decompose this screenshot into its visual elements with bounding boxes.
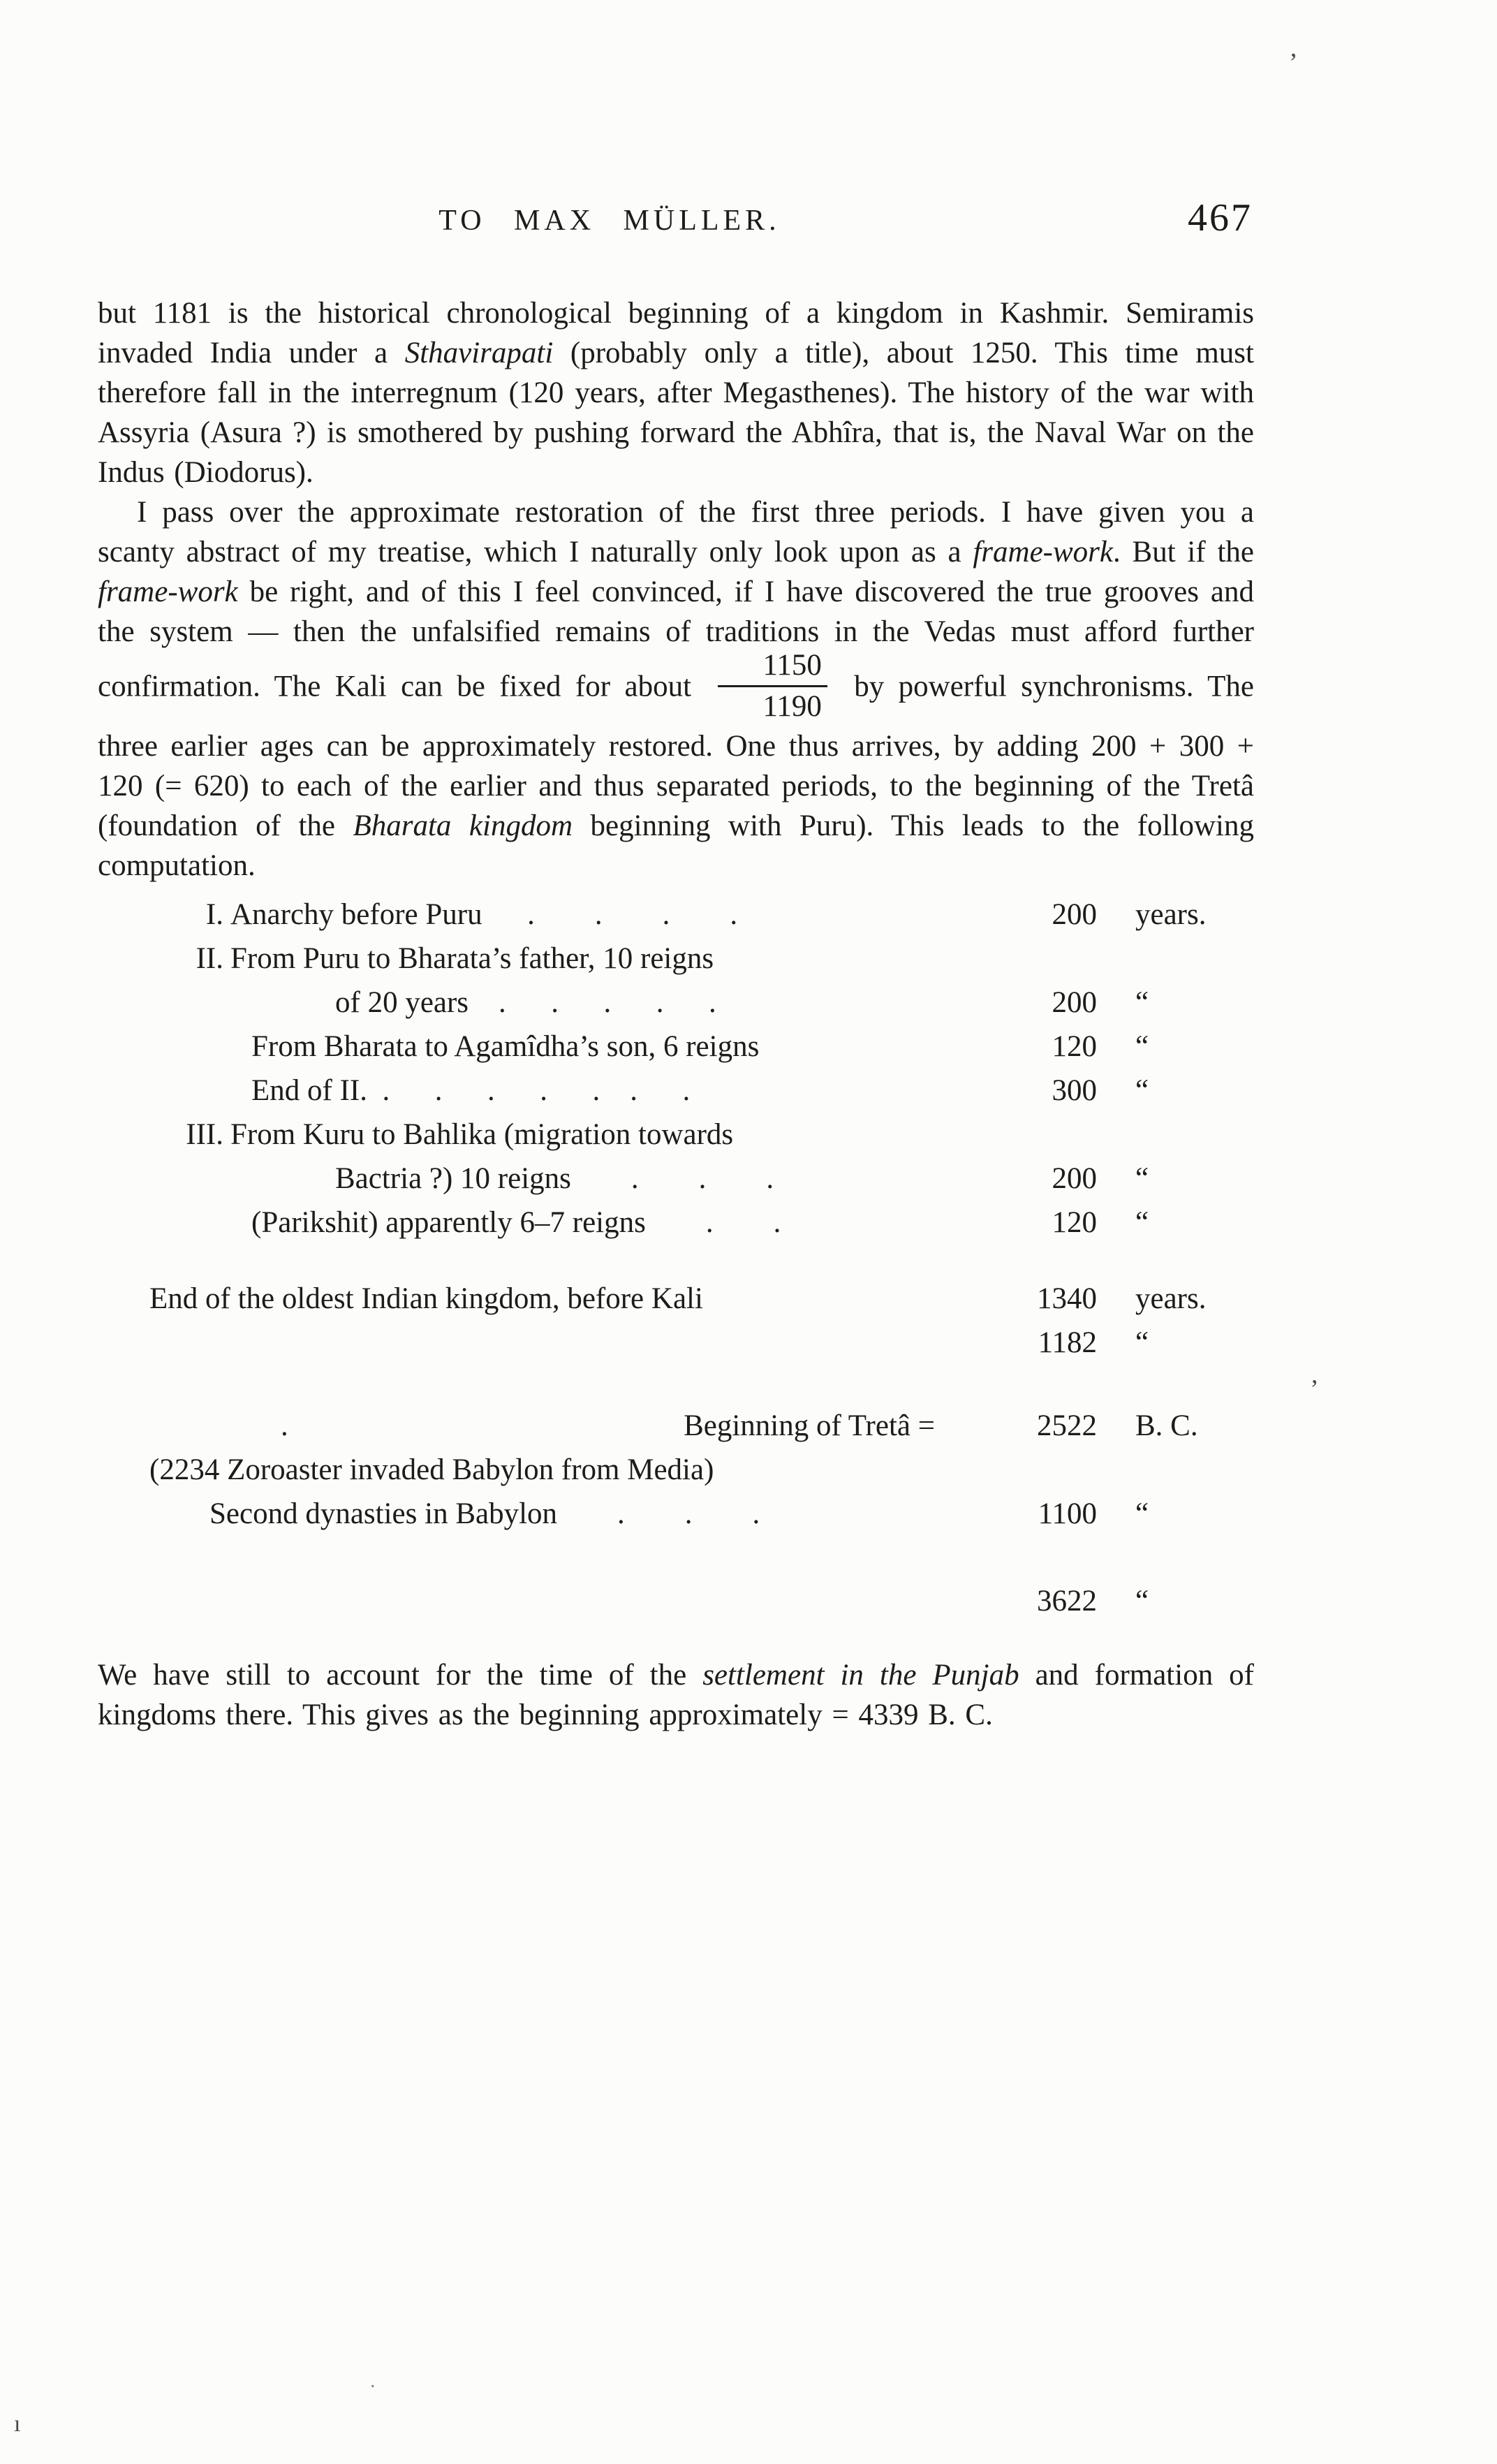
- leader-dots: . . . .: [482, 898, 738, 932]
- row-value: 120: [1052, 1206, 1097, 1240]
- page-header: [98, 196, 1254, 258]
- scan-artifact-dot: .: [370, 2369, 376, 2392]
- leader-dots: . . .: [557, 1497, 760, 1531]
- row-value: 200: [1052, 1162, 1097, 1196]
- treta-row: [98, 1404, 1254, 1448]
- italic-sthavirapati: Sthavirapati: [404, 337, 554, 369]
- stray-period: .: [281, 1409, 288, 1443]
- bc-smallcaps: B. C.: [928, 1699, 993, 1732]
- summary-section: [98, 1277, 1254, 1365]
- computation-row-7: [98, 1157, 1254, 1201]
- row-label-cell: [223, 937, 978, 981]
- row-value: 200: [1052, 986, 1097, 1020]
- paragraph-2: [98, 492, 1254, 886]
- computation-row-5: [98, 1069, 1254, 1113]
- computation-row-3: [98, 981, 1254, 1025]
- italic-settlement-punjab: settlement in the Punjab: [702, 1659, 1019, 1692]
- fraction-denominator: 1190: [762, 690, 822, 724]
- row-label: End of II.: [251, 1074, 367, 1108]
- leader-dots: . .: [645, 1206, 781, 1240]
- row-label: Second dynasties in Babylon: [209, 1497, 558, 1531]
- row-label-cell: [223, 1113, 978, 1157]
- fraction-numerator: 1150: [718, 649, 827, 687]
- row-label: of 20 years: [335, 986, 469, 1020]
- row-value: 2522: [1037, 1409, 1097, 1443]
- computation-row-6: [98, 1113, 1254, 1157]
- row-unit: B. C.: [1135, 1409, 1198, 1443]
- row-label-cell: [223, 1025, 978, 1069]
- row-value: 1182: [1038, 1326, 1097, 1360]
- paragraph-2-text-1: I pass over the approximate restoration of the first three periods. I have given you a scanty abstract of my treatise, which I naturally only look upon as a: [98, 496, 1254, 569]
- leader-dots: . . . . . . .: [367, 1074, 691, 1108]
- row-value: 3622: [1037, 1585, 1097, 1618]
- row-value: 1340: [1037, 1282, 1097, 1316]
- paragraph-2-text-3: be right, and of this I feel convinced, if I have discovered the true grooves and the system — then the unfalsified remains of traditions in the Vedas must afford further confirmation. The Kali can be fixed for about: [98, 575, 1254, 703]
- row-unit: “: [1135, 1497, 1149, 1531]
- computation-row-4: [98, 1025, 1254, 1069]
- paragraph-3: [98, 1655, 1254, 1735]
- row-label: From Kuru to Bahlika (migration towards: [230, 1118, 734, 1152]
- treta-section: [98, 1404, 1254, 1536]
- row-unit: “: [1135, 1074, 1149, 1108]
- row-label-cell: [223, 1069, 978, 1113]
- running-title: TO MAX MÜLLER.: [438, 205, 781, 237]
- computation-row-1: [98, 893, 1254, 937]
- paragraph-3-text-2: and formation of kingdoms there. This gives as the beginning approximately = 4339: [98, 1659, 1254, 1732]
- text-block: [98, 196, 1254, 1735]
- row-unit: “: [1135, 986, 1149, 1020]
- summary-row-2: [98, 1321, 1254, 1365]
- page-number: 467: [1188, 196, 1253, 240]
- italic-bharata-kingdom: Bharata kingdom: [353, 809, 573, 843]
- summary-row-1: [98, 1277, 1254, 1321]
- paragraph-2-text-5: beginning with Puru). This leads to the following computation.: [98, 809, 1254, 883]
- row-label-cell: [223, 893, 978, 937]
- row-value: 300: [1052, 1074, 1097, 1108]
- row-unit: “: [1135, 1030, 1149, 1064]
- total-row: [98, 1579, 1254, 1623]
- paragraph-1-text-1: but 1181 is the historical chronological beginning of a kingdom in Kashmir. Semiramis invaded India under a: [98, 297, 1254, 369]
- row-unit: “: [1135, 1585, 1149, 1618]
- row-value: 200: [1052, 898, 1097, 932]
- row-unit: “: [1135, 1162, 1149, 1196]
- row-value: 1100: [1038, 1497, 1097, 1531]
- paragraph-1-text-2: (probably only a title), about 1250. This time must therefore fall in the interregnum (120 years, after Megasthenes). The history of the war with Assyria (Asura ?) is smothered by pushing forward the Abhîra, that is, the Naval War on the Indus (Diodorus).: [98, 337, 1254, 489]
- row-label: End of the oldest Indian kingdom, before Kali: [149, 1282, 703, 1316]
- row-label: (2234 Zoroaster invaded Babylon from Media): [149, 1453, 714, 1487]
- row-label-cell: [98, 1404, 978, 1448]
- row-label: Anarchy before Puru: [230, 898, 482, 932]
- row-label: From Puru to Bharata’s father, 10 reigns: [230, 942, 714, 976]
- row-label-cell: [223, 1157, 978, 1201]
- row-unit: “: [1135, 1206, 1149, 1240]
- row-label: Bactria ?) 10 reigns: [335, 1162, 571, 1196]
- row-numeral: III.: [186, 1118, 223, 1152]
- computation-table: [98, 893, 1254, 1245]
- computation-row-8: [98, 1201, 1254, 1245]
- row-value: 120: [1052, 1030, 1097, 1064]
- paragraph-3-text-1: We have still to account for the time of the: [98, 1659, 703, 1692]
- leader-dots: . . .: [570, 1162, 774, 1196]
- row-unit: years.: [1135, 898, 1207, 932]
- paragraph-2-text-4: by powerful synchronisms. The three earlier ages can be approximately restored. One thus arrives, by adding 200 + 300 + 120 (= 620) to each of the earlier and thus separated periods, to the beginning of the Tretâ (foundation of the: [98, 670, 1254, 843]
- computation-row-2: [98, 937, 1254, 981]
- scan-artifact-comma: ,: [1311, 1360, 1318, 1389]
- row-unit: years.: [1135, 1282, 1207, 1316]
- row-numeral: I.: [205, 898, 223, 932]
- paragraph-2-text-2: . But if the: [1112, 536, 1254, 569]
- italic-frame-work-1: frame-work: [973, 536, 1113, 569]
- row-label-cell: [223, 981, 978, 1025]
- second-dynasties-row: [98, 1492, 1254, 1536]
- paragraph-1: [98, 293, 1254, 492]
- row-label-cell: [223, 1201, 978, 1245]
- row-unit: “: [1135, 1326, 1149, 1360]
- italic-frame-work-2: frame-work: [98, 575, 238, 608]
- zoroaster-note-row: [98, 1448, 1254, 1492]
- scan-artifact-apostrophe: ’: [1289, 48, 1298, 78]
- row-label-cell: [98, 1492, 978, 1536]
- leader-dots: . . . . .: [469, 986, 716, 1020]
- row-numeral: II.: [196, 942, 223, 976]
- kali-fraction: [718, 649, 827, 724]
- row-label: Beginning of Tretâ =: [684, 1409, 935, 1443]
- row-label: From Bharata to Agamîdha’s son, 6 reigns: [251, 1030, 760, 1064]
- scan-artifact-mark: ı: [14, 2411, 21, 2437]
- row-label: (Parikshit) apparently 6–7 reigns: [251, 1206, 646, 1240]
